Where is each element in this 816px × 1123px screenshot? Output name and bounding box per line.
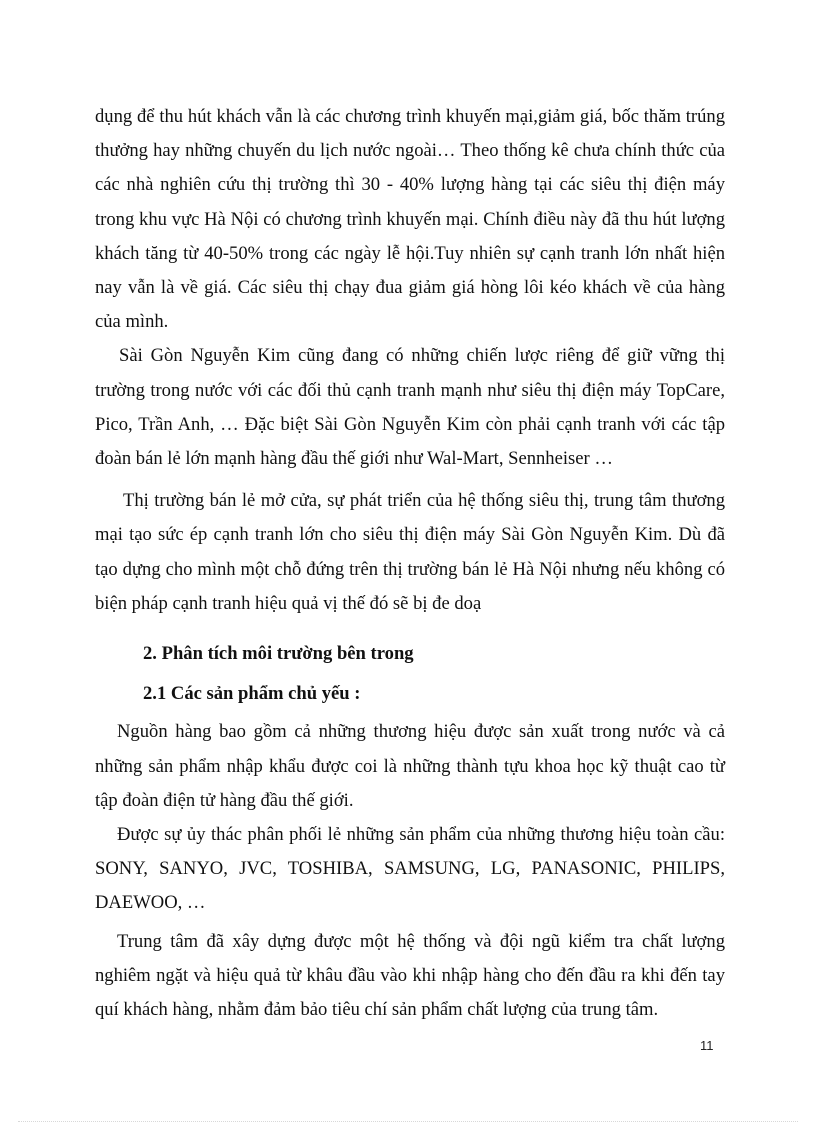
paragraph-quality-control: Trung tâm đã xây dựng được một hệ thống và đội ngũ kiểm tra chất lượng nghiêm ngặt và hiệu quả từ khâu đầu vào khi nhập hàng cho đến đầu ra khi đến tay quí khách hàng, nhằm đảm bảo tiêu chí sản phẩm chất lượng của trung tâm.: [95, 930, 725, 1021]
section-heading: 2. Phân tích môi trường bên trong: [143, 643, 414, 665]
paragraph-promotions: dụng để thu hút khách vẫn là các chương trình khuyến mại,giảm giá, bốc thăm trúng thưởng hay những chuyến du lịch nước ngoài… Theo thống kê chưa chính thức của các nhà nghiên cứu thị trường thì 30 - 40% lượng hàng tại các siêu thị điện máy trong khu vực Hà Nội có chương trình khuyến mại. Chính điều này đã thu hút lượng khách tăng từ 40-50% trong các ngày lễ hội.Tuy nhiên sự cạnh tranh lớn nhất hiện nay vẫn là về giá. Các siêu thị chạy đua giảm giá hòng lôi kéo khách về của hàng của mình.: [95, 106, 725, 333]
footer-divider: [18, 1121, 798, 1122]
paragraph-retail-market: Thị trường bán lẻ mở cửa, sự phát triển của hệ thống siêu thị, trung tâm thương mại tạo sức ép cạnh tranh lớn cho siêu thị điện máy Sài Gòn Nguyễn Kim. Dù đã tạo dựng cho mình một chỗ đứng trên thị trường bán lẻ Hà Nội nhưng nếu không có biện pháp cạnh tranh hiệu quả vị thế đó sẽ bị đe doạ: [95, 490, 725, 614]
page-number: 11: [700, 1038, 714, 1053]
subsection-heading: 2.1 Các sản phẩm chủ yếu :: [143, 683, 361, 705]
paragraph-product-sources: Nguồn hàng bao gồm cả những thương hiệu được sản xuất trong nước và cả những sản phẩm nhập khẩu được coi là những thành tựu khoa học kỹ thuật cao từ tập đoàn điện tử hàng đầu thế giới.: [95, 721, 725, 811]
paragraph-brands: Được sự ủy thác phân phối lẻ những sản phẩm của những thương hiệu toàn cầu: SONY, SANYO, JVC, TOSHIBA, SAMSUNG, LG, PANASONIC, PHILIPS, DAEWOO, …: [95, 824, 725, 914]
page-body: [95, 100, 725, 1027]
paragraph-competitors: Sài Gòn Nguyễn Kim cũng đang có những chiến lược riêng để giữ vững thị trường trong nước với các đối thủ cạnh tranh mạnh như siêu thị điện máy TopCare, Pico, Trần Anh, … Đặc biệt Sài Gòn Nguyễn Kim còn phải cạnh tranh với các tập đoàn bán lẻ lớn mạnh hàng đầu thế giới như Wal-Mart, Sennheiser …: [95, 345, 725, 470]
